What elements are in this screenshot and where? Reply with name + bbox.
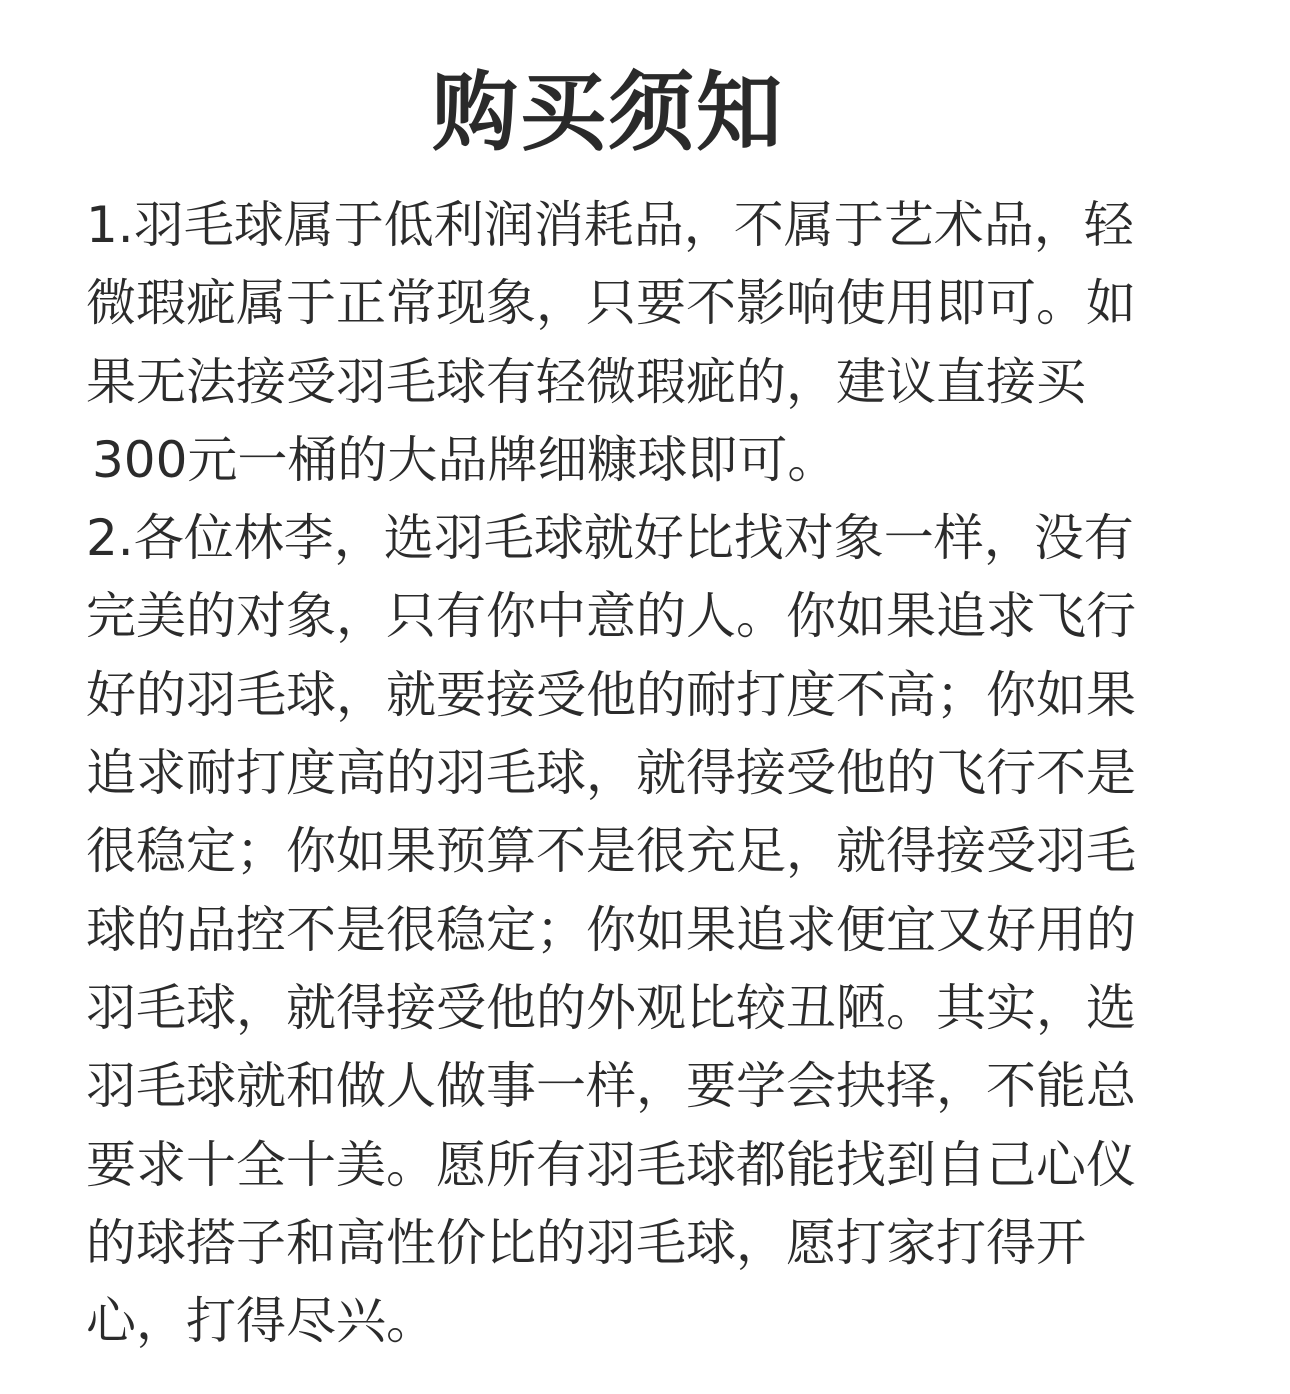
notice-line: 球的品控不是很稳定；你如果追求便宜又好用的 [86,900,1136,959]
page-title: 购买须知 [432,63,784,163]
notice-line: 很稳定；你如果预算不是很充足，就得接受羽毛 [86,822,1136,881]
notice-line: 300元一桶的大品牌细糠球即可。 [92,430,838,489]
notice-body [86,186,1196,1360]
notice-line: 羽毛球，就得接受他的外观比较丑陋。其实，选 [86,978,1136,1037]
notice-line: 追求耐打度高的羽毛球，就得接受他的飞行不是 [86,744,1136,803]
notice-line: 果无法接受羽毛球有轻微瑕疵的，建议直接买 [86,352,1086,411]
notice-line: 要求十全十美。愿所有羽毛球都能找到自己心仪 [86,1135,1136,1194]
notice-line: 羽毛球就和做人做事一样，要学会抉择，不能总 [86,1057,1136,1116]
notice-line: 微瑕疵属于正常现象，只要不影响使用即可。如 [86,274,1136,333]
notice-line: 的球搭子和高性价比的羽毛球，愿打家打得开 [86,1213,1086,1272]
notice-line: 1.羽毛球属于低利润消耗品，不属于艺术品，轻 [86,196,1134,254]
notice-line: 完美的对象，只有你中意的人。你如果追求飞行 [86,587,1136,646]
notice-line: 2.各位林李，选羽毛球就好比找对象一样，没有 [86,509,1134,568]
notice-line: 好的羽毛球，就要接受他的耐打度不高；你如果 [86,665,1136,724]
notice-line: 心，打得尽兴。 [86,1292,436,1351]
